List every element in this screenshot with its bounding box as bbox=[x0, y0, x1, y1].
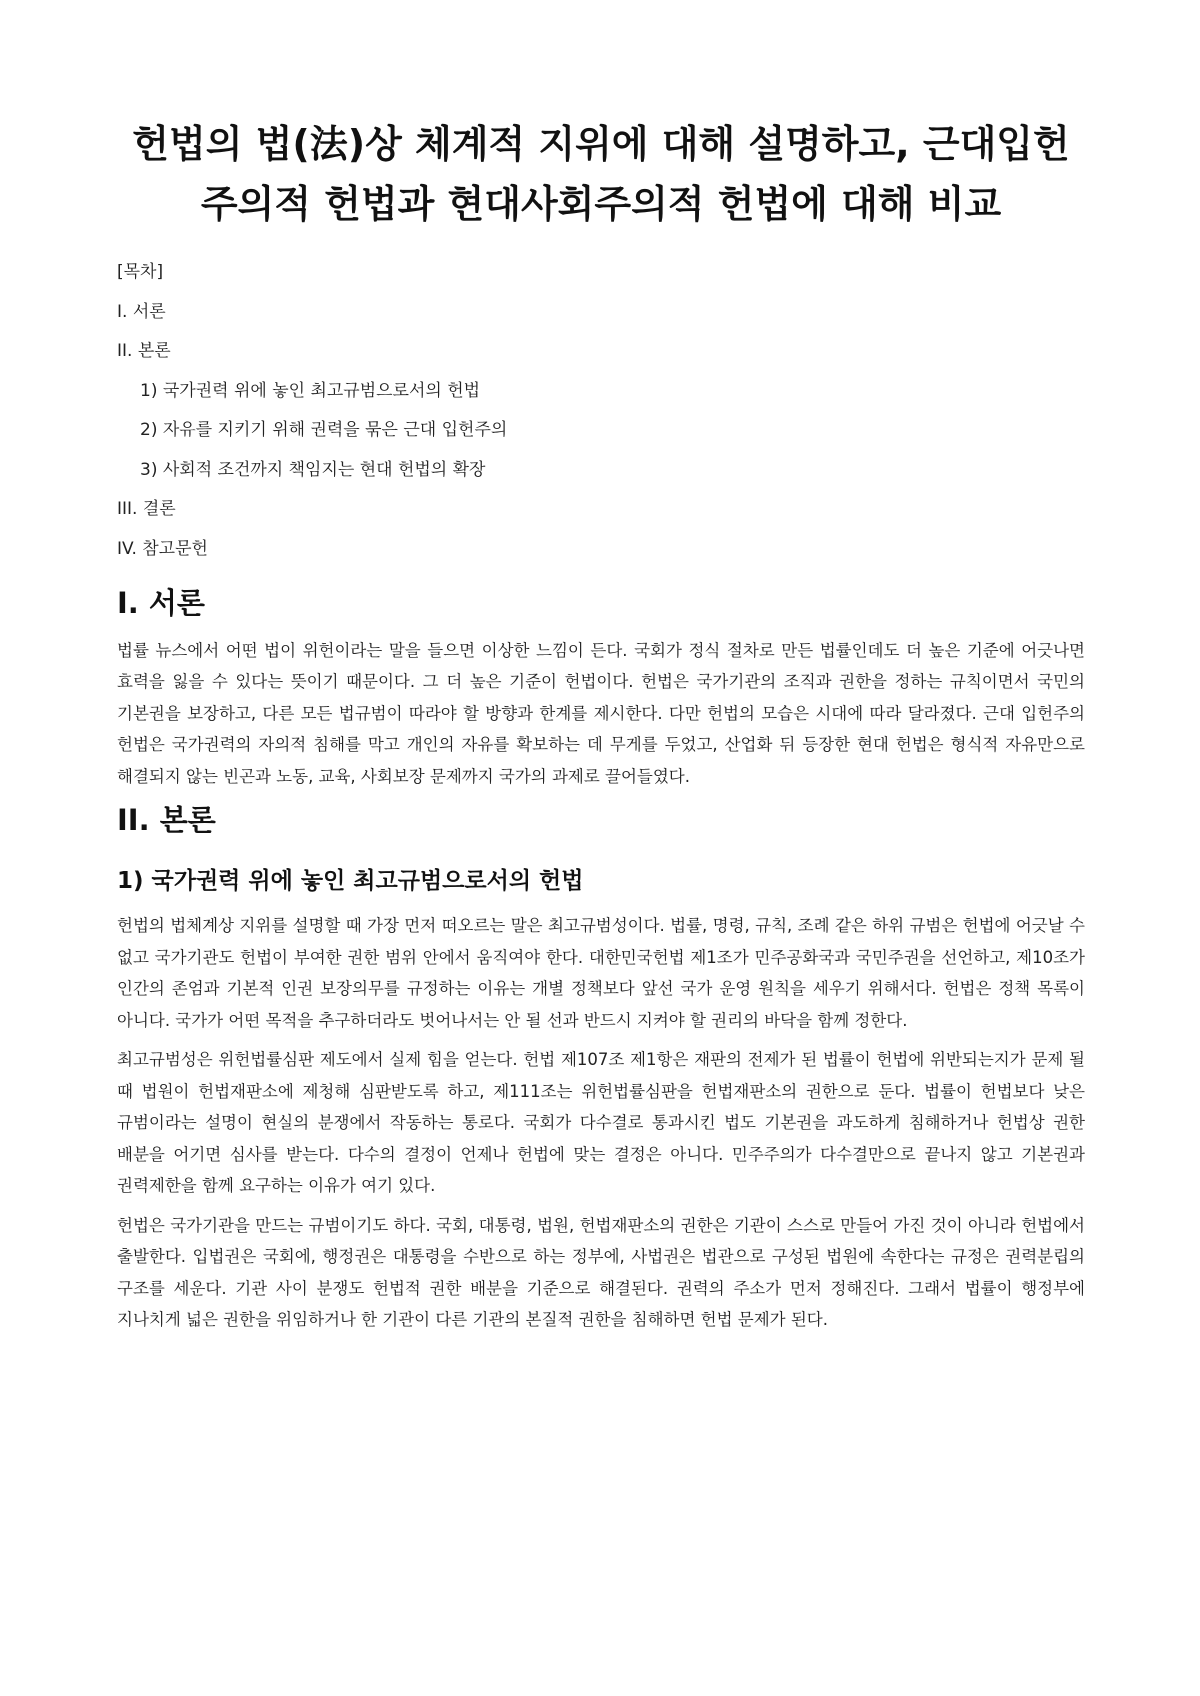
body-paragraph-2: 최고규범성은 위헌법률심판 제도에서 실제 힘을 얻는다. 헌법 제107조 제1항은 재판의 전제가 된 법률이 헌법에 위반되는지가 문제 될 때 법원이 헌법재판소에 제청해 심판받도록 하고, 제111조는 위헌법률심판을 헌법재판소의 권한으로 둔다. 법률이 헌법보다 낮은 규범이라는 설명이 현실의 분쟁에서 작동하는 통로다. 국회가 다수결로 통과시킨 법도 기본권을 과도하게 침해하거나 헌법상 권한 배분을 어기면 심사를 받는다. 다수의 결정이 언제나 헌법에 맞는 결정은 아니다. 민주주의가 다수결만으로 끝나지 않고 기본권과 권력제한을 함께 요구하는 이유가 여기 있다. bbox=[117, 1050, 1085, 1195]
body-paragraph-3: 헌법은 국가기관을 만드는 규범이기도 하다. 국회, 대통령, 법원, 헌법재판소의 권한은 기관이 스스로 만들어 가진 것이 아니라 헌법에서 출발한다. 입법권은 국회에, 행정권은 대통령을 수반으로 하는 정부에, 사법권은 법관으로 구성된 법원에 속한다는 규정은 권력분립의 구조를 세운다. 기관 사이 분쟁도 헌법적 권한 배분을 기준으로 해결된다. 권력의 주소가 먼저 정해진다. 그래서 법률이 행정부에 지나치게 넓은 권한을 위임하거나 한 기관이 다른 기관의 본질적 권한을 침해하면 헌법 문제가 된다. bbox=[117, 1215, 1085, 1329]
toc-heading: [목차] bbox=[117, 262, 164, 282]
toc-item-body-3: 3) 사회적 조건까지 책임지는 현대 헌법의 확장 bbox=[140, 459, 486, 480]
section-heading-intro: I. 서론 bbox=[117, 585, 205, 620]
toc-item-body: II. 본론 bbox=[117, 341, 171, 361]
toc-item-intro: I. 서론 bbox=[117, 301, 166, 322]
section-heading-body: II. 본론 bbox=[117, 803, 216, 837]
table-of-contents bbox=[117, 260, 1085, 561]
toc-item-references: IV. 참고문헌 bbox=[117, 538, 208, 559]
toc-item-body-2: 2) 자유를 지키기 위해 권력을 묶은 근대 입헌주의 bbox=[140, 420, 508, 440]
document-title: 헌법의 법(法)상 체계적 지위에 대해 설명하고, 근대입헌주의적 헌법과 현대사회주의적 헌법에 대해 비교 bbox=[132, 122, 1070, 226]
intro-paragraph: 법률 뉴스에서 어떤 법이 위헌이라는 말을 들으면 이상한 느낌이 든다. 국회가 정식 절차로 만든 법률인데도 더 높은 기준에 어긋나면 효력을 잃을 수 있다는 뜻이기 때문이다. 그 더 높은 기준이 헌법이다. 헌법은 국가기관의 조직과 권한을 정하는 규칙이면서 국민의 기본권을 보장하고, 다른 모든 법규범이 따라야 할 방향과 한계를 제시한다. 다만 헌법의 모습은 시대에 따라 달라졌다. 근대 입헌주의 헌법은 국가권력의 자의적 침해를 막고 개인의 자유를 확보하는 데 무게를 두었고, 산업화 뒤 등장한 현대 헌법은 형식적 자유만으로 해결되지 않는 빈곤과 노동, 교육, 사회보장 문제까지 국가의 과제로 끌어들였다. bbox=[117, 640, 1085, 786]
subsection-heading-1: 1) 국가권력 위에 놓인 최고규범으로서의 헌법 bbox=[117, 868, 584, 894]
toc-item-body-1: 1) 국가권력 위에 놓인 최고규범으로서의 헌법 bbox=[140, 380, 481, 401]
toc-item-conclusion: III. 결론 bbox=[117, 499, 176, 519]
body-paragraph-1: 헌법의 법체계상 지위를 설명할 때 가장 먼저 떠오르는 말은 최고규범성이다. 법률, 명령, 규칙, 조례 같은 하위 규범은 헌법에 어긋날 수 없고 국가기관도 헌법이 부여한 권한 범위 안에서 움직여야 한다. 대한민국헌법 제1조가 민주공화국과 국민주권을 선언하고, 제10조가 인간의 존엄과 기본적 인권 보장의무를 규정하는 이유는 개별 정책보다 앞선 국가 운영 원칙을 세우기 위해서다. 헌법은 정책 목록이 아니다. 국가가 어떤 목적을 추구하더라도 벗어나서는 안 될 선과 반드시 지켜야 할 권리의 바닥을 함께 정한다. bbox=[117, 916, 1085, 1030]
